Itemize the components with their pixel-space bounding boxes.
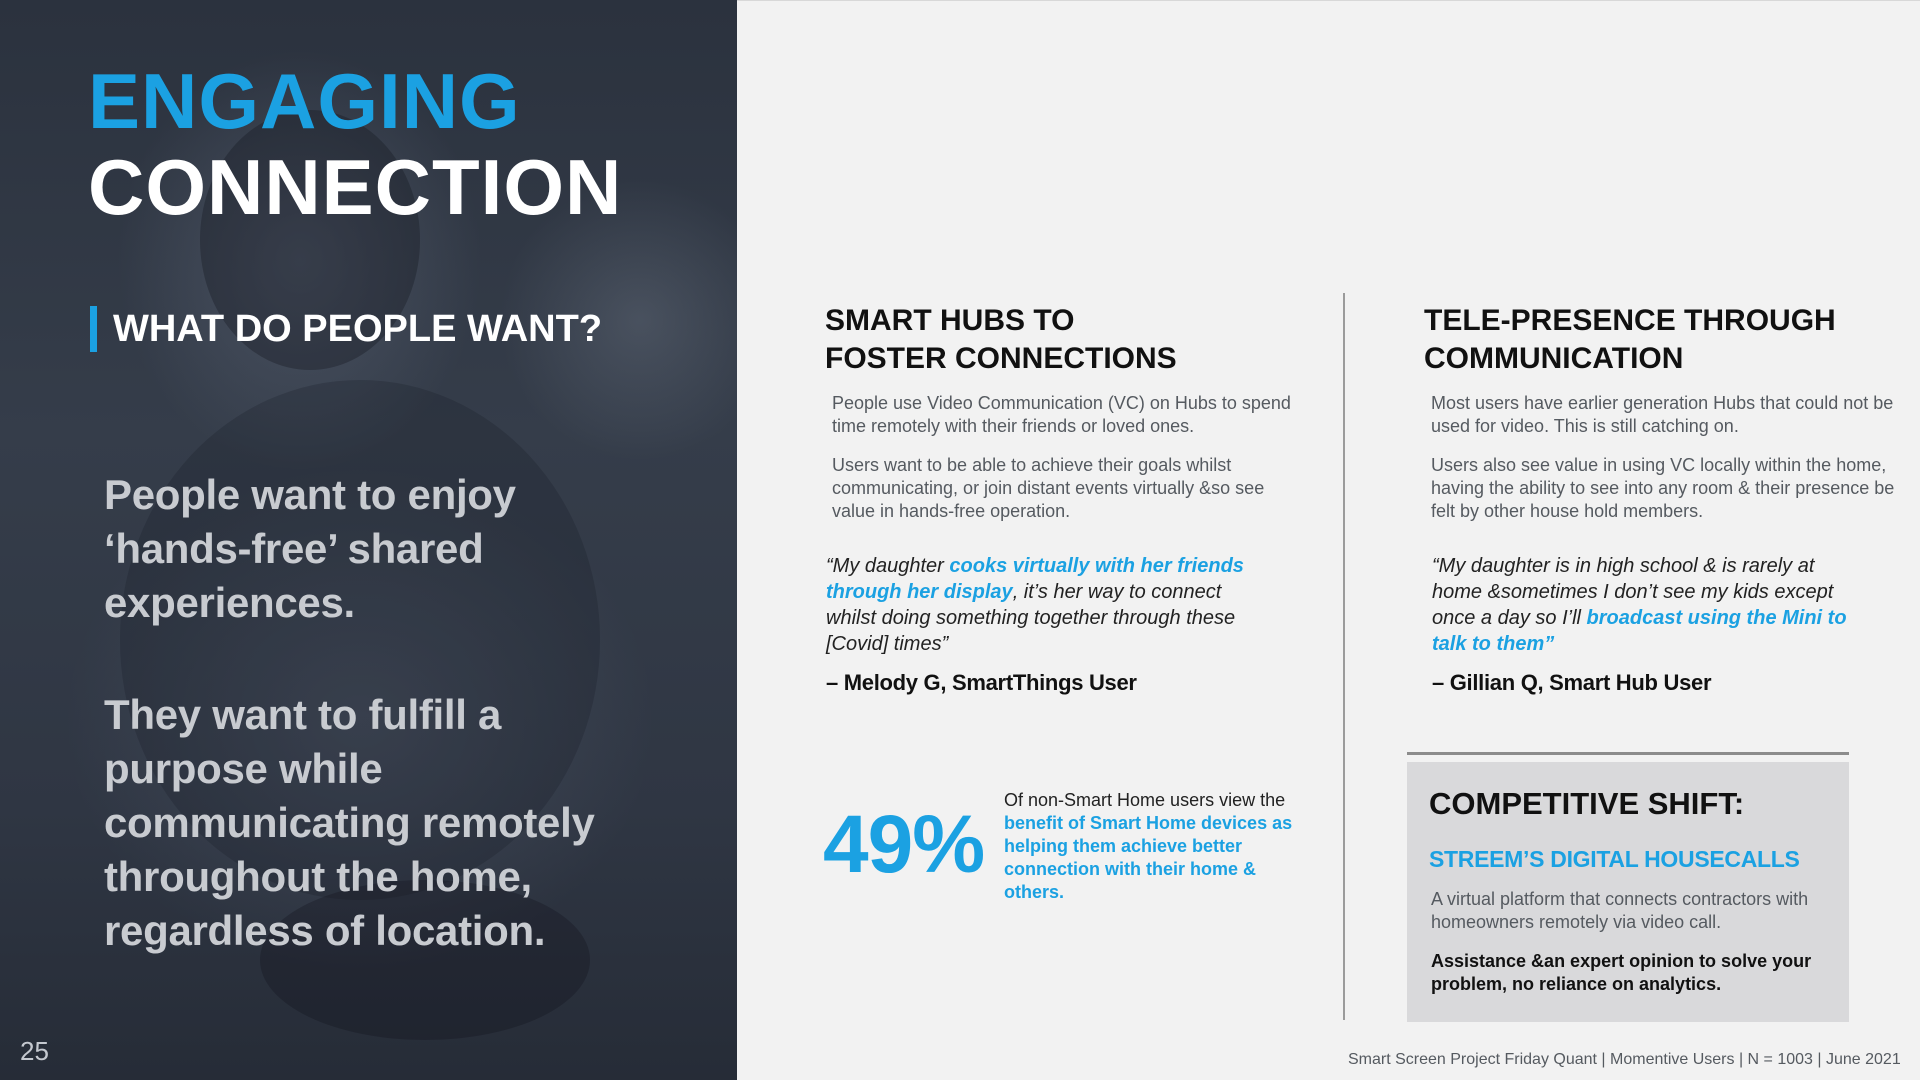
competitive-title: COMPETITIVE SHIFT: [1429,786,1745,821]
footer-source: Smart Screen Project Friday Quant | Momentive Users | N = 1003 | June 2021 [1348,1051,1901,1068]
stat-value: 49% [823,799,985,890]
col1-quote-post: , it’s her way to connect whilst doing something together through these [Covid] times” [826,581,1236,655]
left-paragraph-1: People want to enjoy ‘hands-free’ shared experiences. [104,471,516,626]
col2-body-1: Most users have earlier generation Hubs that could not be used for video. This is still catching on. [1431,393,1894,436]
col2-quote-highlight: broadcast using the Mini to talk to them” [1432,607,1847,655]
left-paragraph-2: They want to fulfill a purpose while communicating remotely throughout the home, regardless of location. [104,691,595,954]
top-edge-rule [737,0,1920,1]
col1-heading-line-2: FOSTER CONNECTIONS [825,342,1177,375]
stat-text-pre: Of non-Smart Home users view the [1004,790,1286,810]
col2-attribution: – Gillian Q, Smart Hub User [1432,670,1712,695]
col2-heading [1424,302,1904,378]
page-number: 25 [20,1036,49,1066]
competitive-shift-box [1407,762,1849,1022]
title-line-1: ENGAGING [88,57,521,145]
col2-quote [1432,553,1847,657]
stat-text-highlight: benefit of Smart Home devices as helping them achieve better connection with their home & others. [1004,813,1293,902]
col1-heading [825,302,1305,378]
col1-quote-pre: “My daughter [826,555,950,577]
col1-heading-line-1: SMART HUBS TO [825,304,1075,337]
column-divider [1343,293,1345,1020]
col1-quote [826,553,1256,657]
competitive-rule [1407,752,1849,755]
col2-body-2: Users also see value in using VC locally within the home, having the ability to see into any room & their presence be felt by other house hold members. [1431,455,1895,521]
competitive-body-1: A virtual platform that connects contractors with homeowners remotely via video call. [1431,889,1809,932]
col2-quote-pre: “My daughter is in high school & is rarely at home &sometimes I don’t see my kids except once a day so I’ll [1432,555,1834,629]
col2-heading-line-2: COMMUNICATION [1424,342,1684,375]
section-subhead: WHAT DO PEOPLE WANT? [90,306,602,352]
col1-attribution: – Melody G, SmartThings User [826,670,1137,695]
col1-body-2: Users want to be able to achieve their goals whilst communicating, or join distant events virtually &so see value in hands-free operation. [832,455,1265,521]
col1-quote-highlight: cooks virtually with her friends through her display [826,555,1244,603]
col2-heading-line-1: TELE-PRESENCE THROUGH [1424,304,1836,337]
title-line-2: CONNECTION [88,143,623,231]
left-panel [0,0,737,1080]
stat-description [1004,789,1294,904]
col1-body-1: People use Video Communication (VC) on Hubs to spend time remotely with their friends or loved ones. [832,393,1291,436]
competitive-subtitle: STREEM’S DIGITAL HOUSECALLS [1429,846,1800,872]
competitive-body-2: Assistance &an expert opinion to solve your problem, no reliance on analytics. [1431,951,1812,994]
